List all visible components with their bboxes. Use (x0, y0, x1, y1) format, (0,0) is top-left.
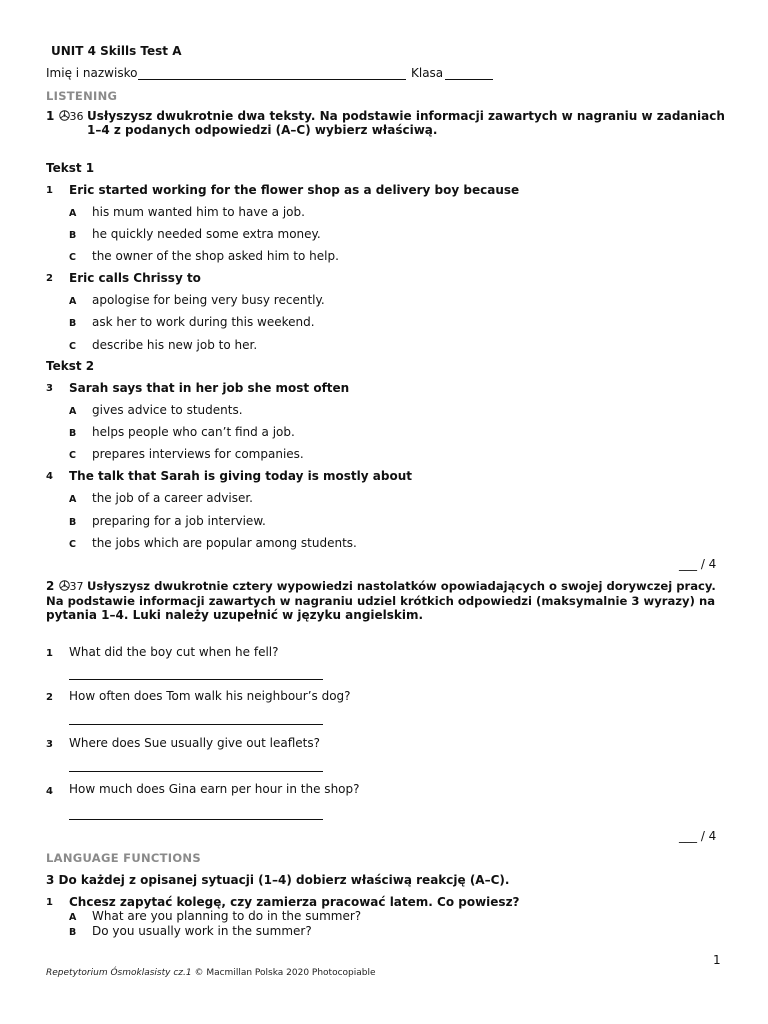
ex2-q1-text: What did the boy cut when he fell? (69, 645, 279, 659)
q1-option-c-letter[interactable]: C (69, 252, 76, 263)
ex2-q2-answer-field[interactable] (69, 724, 323, 725)
section-listening: LISTENING (46, 89, 118, 103)
q2-text: Eric calls Chrissy to (69, 271, 201, 285)
q1-option-b[interactable]: he quickly needed some extra money. (92, 227, 321, 241)
tekst1-heading: Tekst 1 (46, 161, 95, 175)
q1-option-b-letter[interactable]: B (69, 230, 77, 241)
ex2-q3-text: Where does Sue usually give out leaflets? (69, 736, 321, 750)
ex1-track: 36 (69, 110, 84, 123)
q2-option-b-letter[interactable]: B (69, 318, 77, 329)
q4-option-c[interactable]: the jobs which are popular among students. (92, 536, 357, 550)
q2-option-c[interactable]: describe his new job to her. (92, 338, 258, 352)
q3-option-b[interactable]: helps people who can’t find a job. (92, 425, 295, 439)
q2-option-b[interactable]: ask her to work during this weekend. (92, 315, 315, 329)
class-field[interactable] (445, 79, 493, 80)
ex3-q1-text: Chcesz zapytać kolegę, czy zamierza pracować latem. Co powiesz? (69, 895, 520, 909)
ex1-instruction-copy: Usłyszysz dwukrotnie dwa teksty. Na podstawie informacji zawartych w nagraniu w zadaniach 1–4 z podanych odpowiedzi (A–C) wybierz właściwą. (87, 109, 725, 137)
test-title: UNIT 4 Skills Test A (51, 44, 182, 58)
ex2-q2-number: 2 (46, 692, 53, 703)
ex2-q1-answer-field[interactable] (69, 679, 323, 680)
ex1-instruction (46, 109, 84, 123)
ex3-instruction: 3 Do każdej z opisanej sytuacji (1–4) dobierz właściwą reakcję (A–C). (46, 873, 510, 887)
q2-option-c-letter[interactable]: C (69, 341, 76, 352)
ex2-q1-number: 1 (46, 648, 53, 659)
q1-option-c[interactable]: the owner of the shop asked him to help. (92, 249, 339, 263)
cd-audio-icon (59, 580, 70, 591)
ex3-q1-option-b[interactable]: Do you usually work in the summer? (92, 924, 312, 938)
q3-option-a-letter[interactable]: A (69, 406, 77, 417)
ex2-q3-number: 3 (46, 739, 53, 750)
q4-option-b[interactable]: preparing for a job interview. (92, 514, 266, 528)
ex3-q1-option-b-letter[interactable]: B (69, 927, 77, 938)
ex1-instruction-text (87, 109, 727, 137)
ex3-q1-option-a-letter[interactable]: A (69, 912, 77, 923)
footer-credit (46, 968, 376, 978)
page-number: 1 (713, 953, 721, 967)
ex2-instruction-line2: Na podstawie informacji zawartych w nagraniu udziel krótkich odpowiedzi (maksymalnie 3 wyrazy) na (46, 594, 716, 608)
q2-option-a[interactable]: apologise for being very busy recently. (92, 293, 325, 307)
q4-option-a[interactable]: the job of a career adviser. (92, 491, 253, 505)
q4-option-a-letter[interactable]: A (69, 494, 77, 505)
ex3-q1-option-a[interactable]: What are you planning to do in the summer? (92, 909, 362, 923)
q2-option-a-letter[interactable]: A (69, 296, 77, 307)
q1-option-a[interactable]: his mum wanted him to have a job. (92, 205, 305, 219)
footer-copyright: © Macmillan Polska 2020 Photocopiable (194, 968, 376, 978)
ex1-score[interactable]: ___ / 4 (679, 557, 717, 571)
q4-option-c-letter[interactable]: C (69, 539, 76, 550)
ex1-number: 1 (46, 109, 55, 123)
q3-option-b-letter[interactable]: B (69, 428, 77, 439)
q2-number: 2 (46, 273, 53, 284)
q3-option-c[interactable]: prepares interviews for companies. (92, 447, 304, 461)
q1-option-a-letter[interactable]: A (69, 208, 77, 219)
ex2-q4-answer-field[interactable] (69, 819, 323, 820)
ex2-instruction-line3: pytania 1–4. Luki należy uzupełnić w języku angielskim. (46, 608, 424, 622)
ex3-q1-number: 1 (46, 897, 53, 908)
cd-audio-icon (59, 110, 70, 121)
q1-text: Eric started working for the flower shop as a delivery boy because (69, 183, 520, 197)
q3-option-c-letter[interactable]: C (69, 450, 76, 461)
ex2-q4-text: How much does Gina earn per hour in the shop? (69, 782, 360, 796)
q4-number: 4 (46, 471, 53, 482)
section-language-functions: LANGUAGE FUNCTIONS (46, 851, 201, 865)
q4-option-b-letter[interactable]: B (69, 517, 77, 528)
ex2-q2-text: How often does Tom walk his neighbour’s dog? (69, 689, 351, 703)
ex2-instruction-line1: Usłyszysz dwukrotnie cztery wypowiedzi nastolatków opowiadających o swojej dorywczej pracy. (87, 579, 716, 593)
class-label: Klasa (411, 66, 444, 80)
q4-text: The talk that Sarah is giving today is mostly about (69, 469, 412, 483)
ex2-q3-answer-field[interactable] (69, 771, 323, 772)
q3-option-a[interactable]: gives advice to students. (92, 403, 243, 417)
ex2-track: 37 (69, 580, 84, 593)
ex2-q4-number: 4 (46, 786, 53, 797)
ex2-header (46, 579, 84, 593)
ex2-score[interactable]: ___ / 4 (679, 829, 717, 843)
ex2-number: 2 (46, 579, 55, 593)
tekst2-heading: Tekst 2 (46, 359, 95, 373)
q3-number: 3 (46, 383, 53, 394)
name-label: Imię i nazwisko (46, 66, 138, 80)
footer-book-title: Repetytorium Ósmoklasisty cz.1 (46, 968, 192, 978)
name-field[interactable] (138, 79, 406, 80)
q3-text: Sarah says that in her job she most often (69, 381, 350, 395)
q1-number: 1 (46, 185, 53, 196)
